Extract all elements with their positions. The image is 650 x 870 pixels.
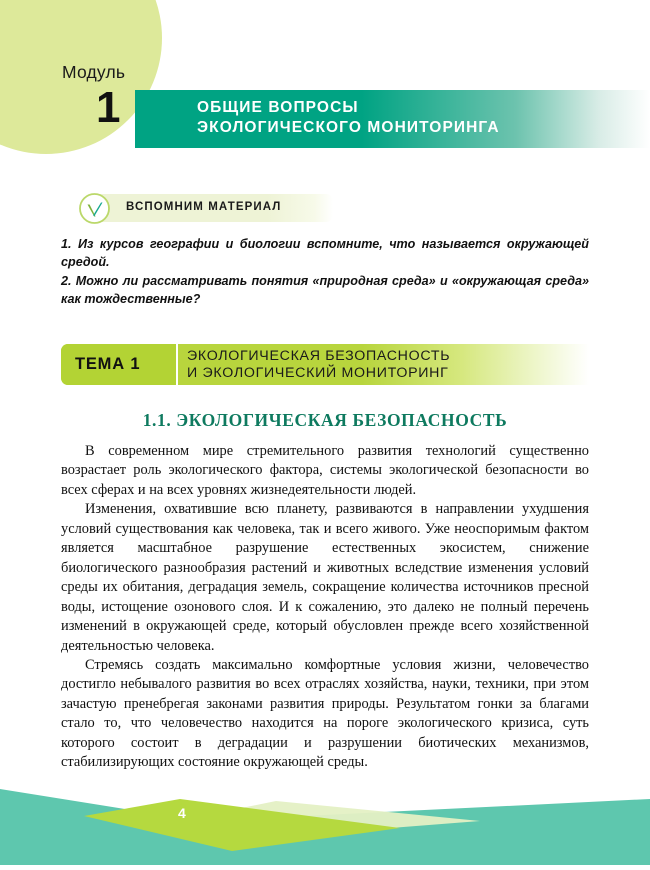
section-heading: 1.1. ЭКОЛОГИЧЕСКАЯ БЕЗОПАСНОСТЬ: [142, 410, 508, 430]
topic-title-line-2: И ЭКОЛОГИЧЕСКИЙ МОНИТОРИНГ: [187, 365, 449, 382]
recall-questions-list: [61, 235, 589, 309]
recall-question-2: 2. Можно ли рассматривать понятия «природная среда» и «окружающая среда» как тождественные?: [61, 273, 589, 307]
page-footer: [0, 775, 650, 865]
footer-bottom-strip: [0, 859, 650, 865]
header-title-line-2: ЭКОЛОГИЧЕСКОГО МОНИТОРИНГА: [197, 119, 500, 136]
recall-material-label: ВСПОМНИМ МАТЕРИАЛ: [126, 201, 282, 213]
page-number: 4: [178, 805, 186, 821]
footer-decoration: [0, 775, 650, 865]
header-title-line-1: ОБЩИЕ ВОПРОСЫ: [197, 99, 359, 116]
body-paragraph: Изменения, охватившие всю планету, развиваются в направлении ухудшения условий существования как человека, так и всего живого. Уже неоспоримым фактом является масштабное разрушение естественных экосистем, снижение биологического разнообразия растений и животных вследствие изменения условий среды их обитания, деградация земель, сокращение количества источников пресной воды, истощение озонового слоя. И к сожалению, это далеко не полный перечень изменений в окружающей среде, который обусловлен прежде всего хозяйственной деятельностью человека.: [61, 501, 589, 654]
topic-banner: [61, 344, 589, 385]
header-title-band: [135, 90, 650, 148]
body-text-container: [61, 442, 589, 773]
recall-question-1: 1. Из курсов географии и биологии вспомните, что называется окружающей средой.: [61, 237, 589, 270]
body-paragraph: Стремясь создать максимально комфортные условия жизни, человечество достигло небывалого развития во всех отраслях хозяйства, науки, техники, при этом зачастую пренебрегая законами развития природы. Результатом гонки за благами стало то, что человечество находится на пороге экологического кризиса, суть которого состоит в деградации и разрушении биотических механизмов, стабилизирующих состояние окружающей среды.: [61, 656, 589, 771]
topic-tag-label: ТЕМА 1: [75, 355, 141, 373]
body-paragraph: В современном мире стремительного развития технологий существенно возрастает роль экологического фактора, системы экологической безопасности во всех сферах и на всех уровнях жизнедеятельности людей.: [61, 443, 589, 498]
topic-title-text: [187, 348, 450, 383]
module-label: Модуль: [62, 62, 126, 82]
header-title-text: [197, 98, 500, 138]
page-header: [0, 0, 650, 175]
topic-title-line-1: ЭКОЛОГИЧЕСКАЯ БЕЗОПАСНОСТЬ: [187, 348, 451, 364]
check-circle-icon: [78, 192, 111, 225]
module-number: 1: [96, 83, 121, 132]
